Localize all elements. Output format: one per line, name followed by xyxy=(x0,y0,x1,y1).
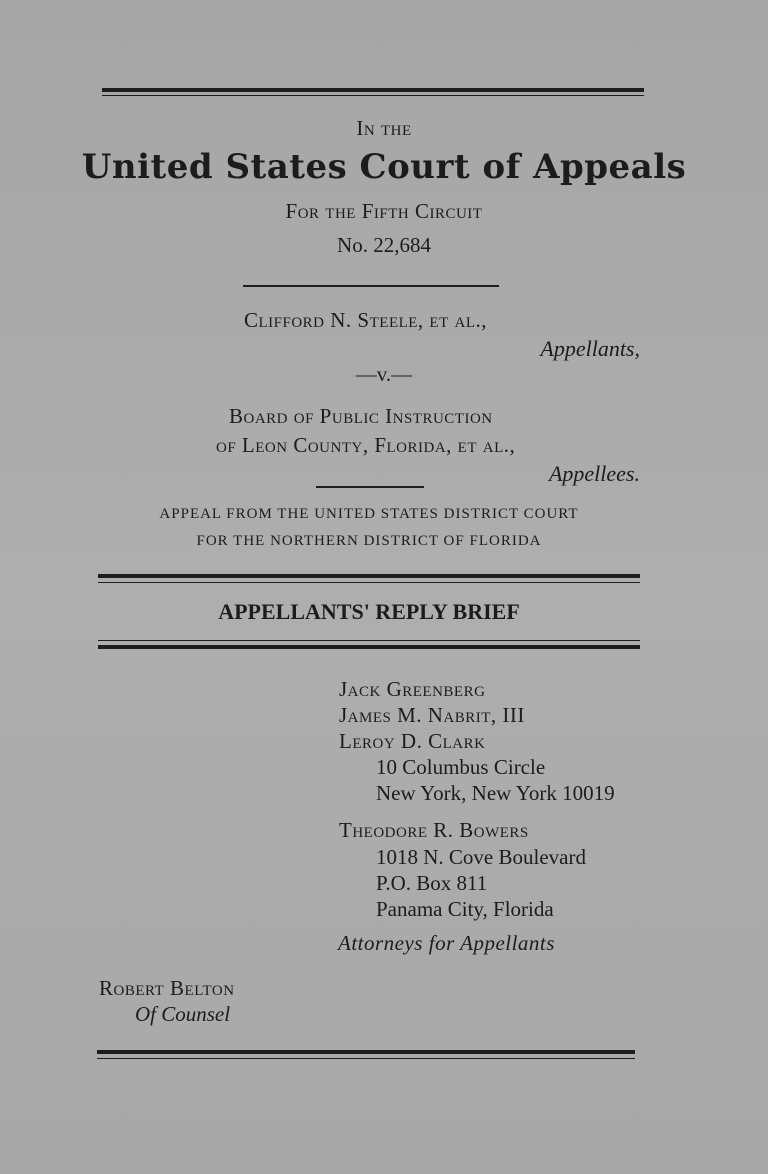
appeal-line-1: APPEAL FROM THE UNITED STATES DISTRICT COURT xyxy=(159,506,579,522)
appeal-line-2: FOR THE NORTHERN DISTRICT OF FLORIDA xyxy=(196,533,542,549)
appellant-name: Clifford N. Steele, et al., xyxy=(244,308,487,332)
counsel-role: Of Counsel xyxy=(135,1002,231,1026)
address-1-line-2: New York, New York 10019 xyxy=(376,781,615,805)
appellee-line-2: of Leon County, Florida, et al., xyxy=(216,433,516,457)
in-the-text: In the xyxy=(356,116,412,140)
title-rule-bottom-thick xyxy=(98,645,640,649)
counsel-name: Robert Belton xyxy=(99,976,235,1000)
appellee-role: Appellees. xyxy=(548,461,640,486)
top-rule-thick xyxy=(102,88,644,92)
attorneys-role: Attorneys for Appellants xyxy=(338,931,555,955)
title-rule-top-thick xyxy=(98,574,640,578)
top-rule-thin xyxy=(102,95,644,96)
attorney-name-1: Jack Greenberg xyxy=(339,677,486,701)
brief-title: APPELLANTS' REPLY BRIEF xyxy=(218,599,520,624)
circuit-text: For the Fifth Circuit xyxy=(285,199,483,223)
attorney-name-4: Theodore R. Bowers xyxy=(339,818,529,842)
title-rule-bottom-thin xyxy=(98,640,640,641)
address-2-line-3: Panama City, Florida xyxy=(376,897,554,921)
address-2-line-1: 1018 N. Cove Boulevard xyxy=(376,845,586,869)
versus-text: —v.— xyxy=(355,362,413,386)
bottom-rule-thin xyxy=(97,1058,635,1059)
appellee-line-1: Board of Public Instruction xyxy=(229,404,493,428)
address-2-line-2: P.O. Box 811 xyxy=(376,871,488,895)
court-name: United States Court of Appeals xyxy=(81,147,687,187)
header-divider xyxy=(243,285,499,287)
address-1-line-1: 10 Columbus Circle xyxy=(376,755,546,779)
bottom-rule-thick xyxy=(97,1050,635,1054)
parties-divider xyxy=(316,486,424,488)
attorney-name-2: James M. Nabrit, III xyxy=(339,703,525,727)
case-number: No. 22,684 xyxy=(337,233,431,257)
title-rule-top-thin xyxy=(98,582,640,583)
attorney-name-3: Leroy D. Clark xyxy=(339,729,486,753)
appellant-role: Appellants, xyxy=(540,336,640,361)
